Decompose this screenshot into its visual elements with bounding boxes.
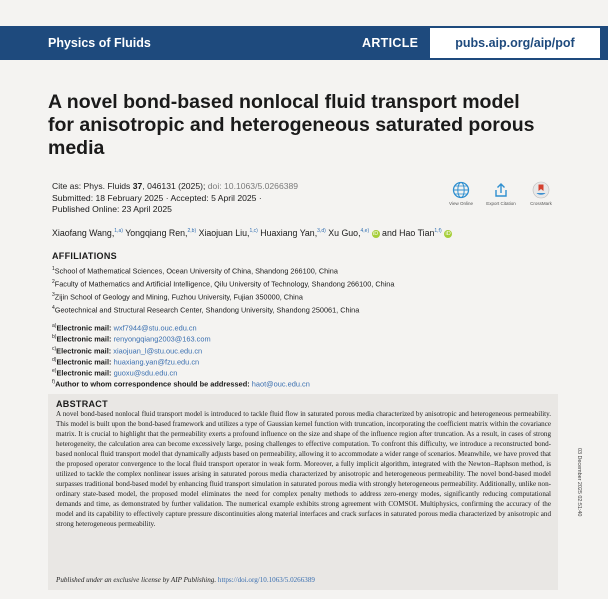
- author-name[interactable]: Yongqiang Ren,: [125, 228, 188, 238]
- author-name[interactable]: Xu Guo,: [328, 228, 361, 238]
- email-label: Electronic mail:: [56, 357, 112, 367]
- cite-pages: , 046131 (2025);: [142, 181, 206, 191]
- email-link[interactable]: renyongqiang2003@163.com: [113, 334, 211, 344]
- affiliation-item: [52, 264, 394, 277]
- author-affil-marker: 4,e): [360, 228, 370, 235]
- email-item: [52, 345, 310, 356]
- affiliations-list: [52, 264, 394, 316]
- affil-text: School of Mathematical Sciences, Ocean University of China, Shandong 266100, China: [54, 266, 338, 276]
- affil-marker: 1: [52, 266, 55, 272]
- email-marker: a): [52, 323, 57, 329]
- email-label: Electronic mail:: [56, 334, 112, 344]
- author-name[interactable]: Huaxiang Yan,: [260, 228, 318, 238]
- author-affil-marker: 1,c): [249, 228, 258, 235]
- email-label: Electronic mail:: [56, 323, 112, 333]
- affiliation-item: [52, 290, 394, 303]
- email-link[interactable]: huaxiang.yan@fzu.edu.cn: [113, 357, 200, 367]
- author-affil-marker: 3,d): [317, 228, 326, 235]
- crossmark-label: CrossMark: [530, 201, 552, 206]
- correspondence-label: Author to whom correspondence should be addressed:: [55, 379, 250, 389]
- export-citation-button[interactable]: [486, 181, 516, 206]
- email-marker: f): [52, 379, 56, 386]
- journal-header-bar: [0, 26, 608, 60]
- crossmark-button[interactable]: [526, 181, 556, 206]
- affil-marker: 2: [52, 278, 55, 285]
- email-label: Electronic mail:: [56, 368, 112, 378]
- email-item: [52, 378, 310, 389]
- affil-text: Faculty of Mathematics and Artificial Intelligence, Qilu University of Technology, Shandong 266100, China: [54, 279, 395, 289]
- export-citation-icon: [492, 181, 510, 199]
- affiliation-item: [52, 277, 394, 290]
- email-item: [52, 322, 310, 333]
- author-name[interactable]: Xiaojuan Liu,: [198, 228, 250, 238]
- email-marker: e): [52, 368, 57, 375]
- email-link[interactable]: guoxu@sdu.edu.cn: [113, 368, 178, 378]
- email-item: [52, 367, 310, 378]
- abstract-body: A novel bond-based nonlocal fluid transport model is introduced to tackle fluid flow in saturated porous media characterized by anisotropic and heterogeneous permeability. This model is built upon the bond-based framework and utilizes a type of Gaussian kernel function with truncation, incorporating the coefficient matrix within the covariance matrix. It is crucial to highlight that the permeability exerts a profound influence on the size and shape of the influence region after truncation. As a result, in cases of strong heterogeneity, the calculation area can become excessively large, posing challenges to effective computation. To confront this difficulty, we introduce a reconstructed bond-based nonlocal fluid transport model that dynamically adjusts based on permeability, allowing it to accommodate a wider range of scenarios. Meanwhile, we have proved that the proposed operator convergence to the local fluid transport operator in weak form. Moreover, a fully implicit algorithm, integrated with the Newton–Raphson method, is utilized to tackle the complex nonlinear issues arising in saturated porous media characterized by anisotropic and heterogeneous permeability. The novel bond-based model surpasses traditional bond-based model by enhancing fluid transport simulation in saturated porous media with strongly heterogeneous permeability. Additionally, unlike non-ordinary state-based model, the proposed model eliminates the need for complex penalty methods to address zero-energy modes, significantly reducing computational demands and time, as demonstrated by further validation. The numerical example exhibits strong agreement with COMSOL Multiphysics, confirming the accuracy of the model and its capability to effectively capture pressure discontinuities along material interfaces and crack surfaces in saturated porous media characterized by anisotropic and strong heterogeneous permeability.: [56, 410, 551, 528]
- submitted-accepted-dates: Submitted: 18 February 2025 · Accepted: 5 April 2025 ·: [52, 192, 262, 203]
- email-marker: c): [52, 345, 57, 352]
- author-affil-marker: 1,a): [114, 228, 123, 235]
- author-affil-marker: 1,f): [434, 228, 442, 235]
- email-link[interactable]: wxf7944@stu.ouc.edu.cn: [113, 323, 197, 333]
- affil-text: Geotechnical and Structural Research Center, Shandong University, Shandong 250061, China: [54, 305, 360, 315]
- license-text: Published under an exclusive license by AIP Publishing.: [56, 576, 217, 584]
- email-marker: b): [52, 334, 57, 341]
- article-tools: [446, 181, 561, 215]
- journal-name[interactable]: Physics of Fluids: [48, 36, 151, 50]
- email-label: Electronic mail:: [56, 346, 112, 355]
- article-type-label: ARTICLE: [362, 36, 419, 50]
- author-name[interactable]: and Hao Tian: [382, 228, 435, 238]
- license-line: [56, 576, 315, 584]
- email-link[interactable]: xiaojuan_l@stu.ouc.edu.cn: [113, 346, 203, 355]
- affil-marker: 3: [52, 291, 55, 298]
- email-link[interactable]: haot@ouc.edu.cn: [251, 379, 310, 389]
- citation-block: [52, 181, 298, 216]
- globe-icon: [452, 181, 470, 199]
- view-online-button[interactable]: [446, 181, 476, 206]
- orcid-icon[interactable]: iD: [372, 230, 379, 237]
- affiliations-heading: AFFILIATIONS: [52, 251, 117, 261]
- email-item: [52, 333, 310, 344]
- download-timestamp: 03 December 2025 02:51:40: [576, 448, 582, 517]
- author-affil-marker: 2,b): [187, 228, 197, 235]
- abstract-heading: ABSTRACT: [56, 399, 108, 409]
- affiliation-item: [52, 303, 394, 316]
- license-doi-link[interactable]: https://doi.org/10.1063/5.0266389: [217, 576, 315, 584]
- affil-text: Zijin School of Geology and Mining, Fuzhou University, Fujian 350000, China: [54, 292, 303, 302]
- orcid-icon[interactable]: iD: [445, 230, 451, 237]
- export-citation-label: Export Citation: [486, 201, 516, 206]
- paper-title: A novel bond-based nonlocal fluid transport model for anisotropic and heterogeneous saturated porous media: [48, 91, 535, 159]
- view-online-label: View Online: [449, 201, 473, 206]
- cite-volume: 37: [132, 181, 143, 191]
- email-item: [52, 356, 310, 367]
- doi-link[interactable]: doi: 10.1063/5.0266389: [207, 181, 299, 191]
- affil-marker: 4: [52, 304, 55, 311]
- author-list: [52, 228, 452, 238]
- journal-url[interactable]: pubs.aip.org/aip/pof: [430, 28, 600, 58]
- crossmark-icon: [532, 181, 550, 199]
- email-marker: d): [52, 356, 57, 363]
- published-date: Published Online: 23 April 2025: [52, 204, 172, 214]
- author-name[interactable]: Xiaofang Wang,: [52, 228, 115, 238]
- email-list: [52, 322, 310, 390]
- cite-journal: Phys. Fluids: [83, 181, 131, 191]
- cite-label: Cite as:: [52, 181, 82, 191]
